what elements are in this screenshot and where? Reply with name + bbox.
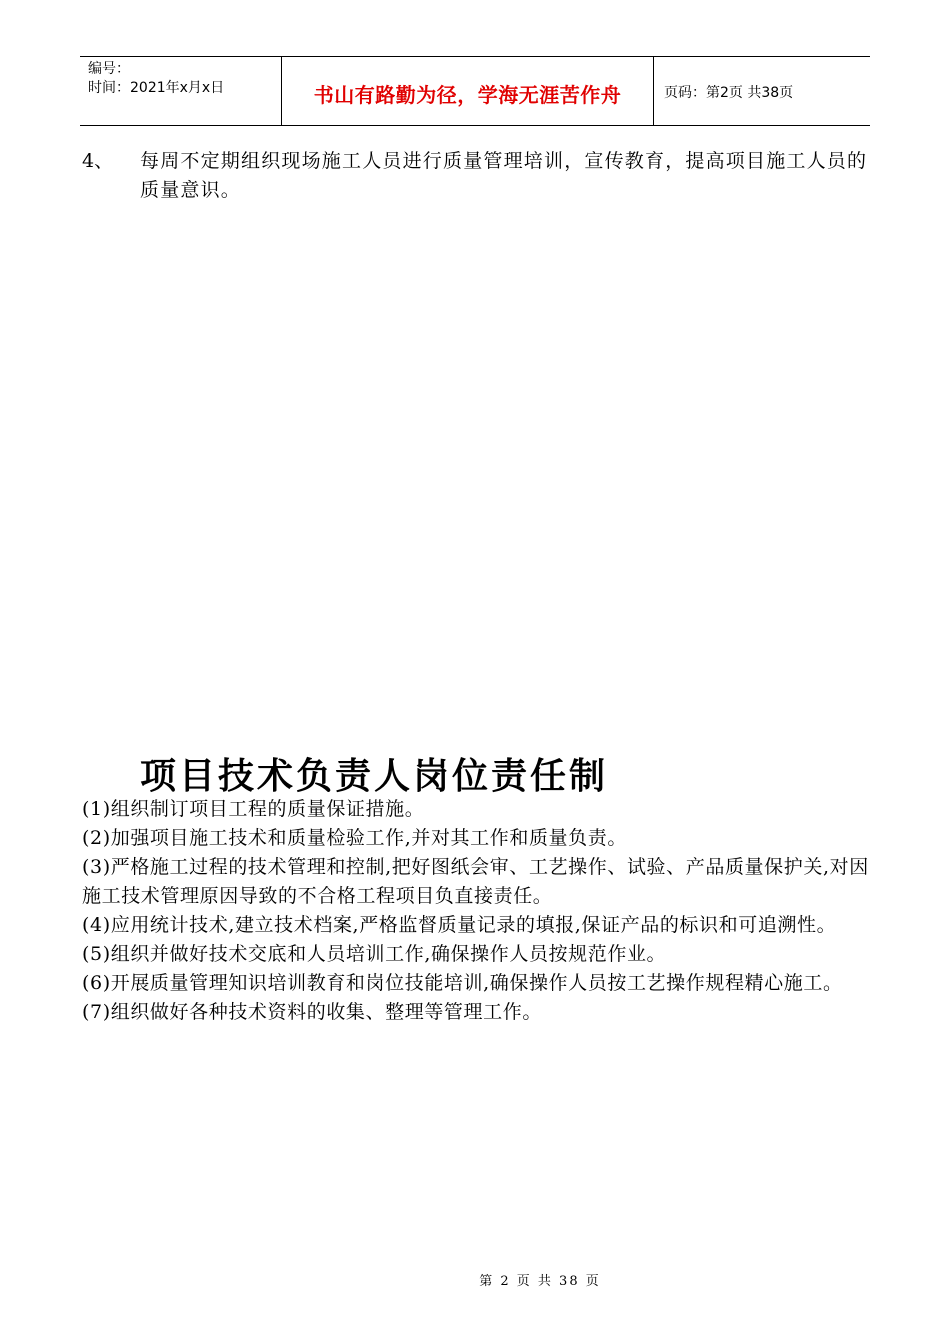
page-footer: 第 2 页 共 38 页 — [479, 1274, 601, 1289]
header-page-info: 页码：第2页 共38页 — [664, 85, 794, 101]
duty-list — [82, 795, 872, 1027]
duty-item: (6)开展质量管理知识培训教育和岗位技能培训,确保操作人员按工艺操作规程精心施工。 — [82, 972, 843, 994]
intro-item-text: 每周不定期组织现场施工人员进行质量管理培训，宣传教育，提高项目施工人员的质量意识。 — [140, 150, 868, 201]
document-number-label: 编号： — [88, 61, 130, 77]
duty-item: (1)组织制订项目工程的质量保证措施。 — [82, 798, 425, 820]
document-time-label: 时间：2021年x月x日 — [88, 80, 225, 96]
intro-list-item — [82, 147, 872, 205]
intro-item-number: 4、 — [82, 150, 114, 172]
duty-item: (5)组织并做好技术交底和人员培训工作,确保操作人员按规范作业。 — [82, 943, 667, 965]
duty-item: (4)应用统计技术,建立技术档案,严格监督质量记录的填报,保证产品的标识和可追溯性。 — [82, 914, 837, 936]
header-motto: 书山有路勤为径，学海无涯苦作舟 — [282, 57, 654, 125]
page-header — [80, 56, 870, 126]
duty-item: (3)严格施工过程的技术管理和控制,把好图纸会审、工艺操作、试验、产品质量保护关,对因施工技术管理原因导致的不合格工程项目负直接责任。 — [82, 856, 869, 907]
duty-item: (7)组织做好各种技术资料的收集、整理等管理工作。 — [82, 1001, 542, 1023]
duty-item: (2)加强项目施工技术和质量检验工作,并对其工作和质量负责。 — [82, 827, 627, 849]
header-meta — [80, 57, 282, 125]
section-title: 项目技术负责人岗位责任制 — [140, 756, 609, 797]
